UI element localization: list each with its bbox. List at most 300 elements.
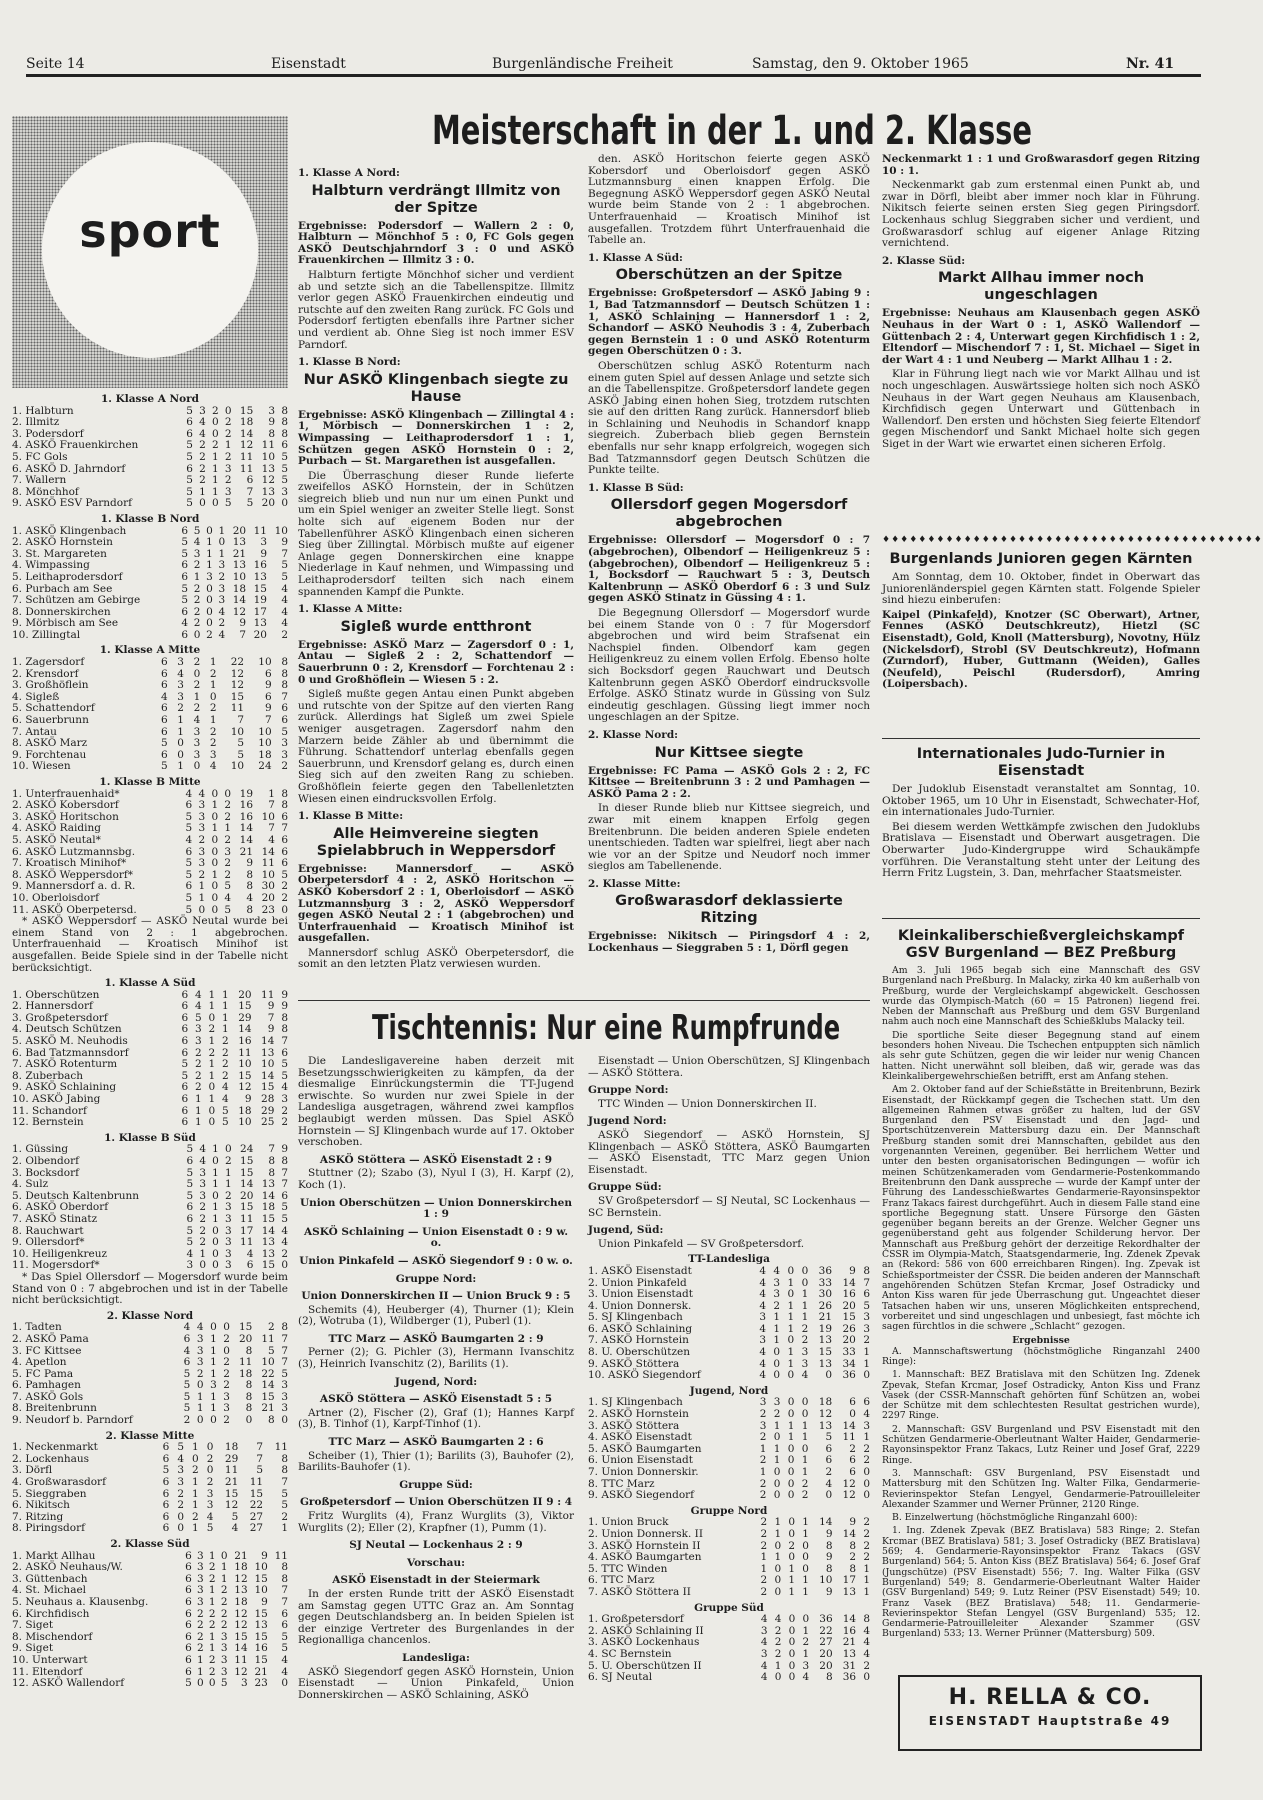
- table-cell-value: 15: [842, 1311, 856, 1324]
- table-cell-value: 0: [787, 1442, 795, 1455]
- table-cell-value: 0: [211, 810, 219, 823]
- table-cell-value: 2: [759, 1454, 767, 1467]
- table-cell-value: 5: [185, 891, 193, 904]
- table-cell-value: 4: [759, 1369, 767, 1382]
- table-cell-value: 13: [232, 559, 247, 572]
- table-cell-value: 0: [225, 1143, 232, 1156]
- table-cell-value: 0: [208, 1104, 216, 1117]
- team-name: 10. Oberloisdorf: [12, 891, 99, 904]
- table-cell-value: 29: [238, 1011, 252, 1024]
- tt-match-heading: Vorschau:: [407, 1556, 465, 1569]
- section-label: 1. Klasse B Süd:: [588, 481, 684, 494]
- tt-match-heading: Union Pinkafeld — ASKÖ Siegendorf 9 : 0 w. o.: [299, 1254, 573, 1267]
- table-cell-value: 5: [186, 439, 193, 452]
- table-cell-value: 8: [281, 1452, 288, 1465]
- table-cell-value: 9: [849, 1264, 856, 1277]
- table-cell-value: 17: [240, 1224, 254, 1237]
- table-cell-value: 1: [774, 1516, 782, 1529]
- table-cell-value: 5: [186, 1178, 194, 1191]
- team-name: 3. ASKÖ Horitschon: [12, 810, 119, 823]
- divider-line: [882, 738, 1200, 739]
- table-cell-value: 5: [281, 559, 288, 572]
- tt-match-text: Scheiber (1), Thier (1); Barilits (3), Bauhofer (2), Barilits-Bauhofer (1).: [298, 1449, 574, 1474]
- table-cell-value: 2: [849, 1551, 857, 1564]
- team-name: 10. Heiligenkreuz: [12, 1247, 108, 1260]
- table-cell-value: 2: [198, 868, 206, 881]
- table-cell-value: 6: [264, 690, 272, 703]
- standings-row: [12, 1620, 288, 1632]
- table-cell-value: 28: [261, 1093, 275, 1106]
- junioren-players: Kaipel (Pinkafeld), Knotzer (SC Oberwart), Artner, Fennes (ASKÖ Deutschkreutz), Hietzl (SC Eisenstadt), Gold, Knoll (Mattersburg), Novotny, Hülz (Nickelsdorf), Strobl (SV Deutschkreutz), Hofmann (Zurndorf), Huber, Guttmann (Weiden), Galles (Neufeld), Peischl (Rudersdorf), Amring (Loipersbach).: [882, 608, 1200, 691]
- table-cell-value: 7: [239, 628, 247, 641]
- team-name: 8. U. Oberschützen: [588, 1346, 691, 1359]
- table-cell-value: 0: [245, 1414, 253, 1427]
- table-cell-value: 4: [801, 1369, 809, 1382]
- results-text: Neckenmarkt 1 : 1 und Großwarasdorf gegen Ritzing 10 : 1.: [882, 153, 1200, 177]
- table-cell-value: 1: [773, 1419, 781, 1432]
- table-cell-value: 20: [253, 628, 267, 641]
- table-cell-value: 1: [198, 891, 206, 904]
- table-cell-value: 1: [773, 1322, 781, 1335]
- results-title: Ergebnisse: [1012, 1335, 1070, 1347]
- table-cell-value: 2: [760, 1516, 768, 1529]
- table-cell-value: 2: [222, 1069, 229, 1082]
- tt-landesliga-row: [588, 1266, 870, 1278]
- tt-match-text: Perner (2); G. Pichler (3), Hermann Ivanschitz (3), Heinrich Ivanschitz (2), Barilits (1).: [298, 1346, 574, 1371]
- table-cell-value: 2: [759, 1489, 767, 1502]
- table-cell-value: 0: [802, 1613, 810, 1626]
- table-cell-value: 2: [220, 1584, 228, 1597]
- team-name: 9. ASKÖ Schlaining: [12, 1081, 117, 1094]
- table-cell-value: 1: [208, 1595, 216, 1608]
- table-cell-value: 2: [281, 628, 288, 641]
- table-cell-value: 6: [186, 416, 193, 429]
- table-cell-value: 3: [863, 1419, 870, 1432]
- team-name: 4. Union Donnersk.: [588, 1299, 692, 1312]
- table-cell-value: 0: [787, 1408, 795, 1421]
- table-cell-value: 1: [195, 1116, 202, 1129]
- table-cell-value: 5: [281, 1630, 288, 1643]
- tt-text: Eisenstadt — Union Oberschützen, SJ Klingenbach — ASKÖ Stöttera.: [588, 1055, 870, 1079]
- table-cell-value: 9: [244, 1093, 252, 1106]
- table-cell-value: 14: [261, 1224, 276, 1237]
- table-cell-value: 0: [177, 748, 184, 761]
- table-cell-value: 0: [211, 497, 219, 510]
- table-cell-value: 8: [281, 1321, 288, 1334]
- table-cell-value: 3: [196, 1549, 204, 1562]
- table-cell-value: 6: [849, 1466, 856, 1478]
- table-cell-value: 5: [181, 594, 189, 607]
- table-cell-value: 8: [268, 427, 276, 440]
- table-cell-value: 4: [281, 1653, 288, 1666]
- table-cell-value: 14: [234, 1642, 248, 1655]
- table-cell-value: 12: [261, 474, 276, 487]
- team-name: 2. Illmitz: [12, 416, 60, 429]
- standings-row: [12, 595, 288, 607]
- tt-landesliga-row: [588, 1289, 870, 1301]
- team-name: 2. ASKÖ Neuhaus/W.: [12, 1561, 123, 1574]
- team-name: 11. Eltendorf: [12, 1665, 83, 1678]
- table-cell-value: 2: [760, 1585, 768, 1598]
- table-cell-value: 2: [863, 1527, 870, 1540]
- team-name: 10. Zillingtal: [12, 628, 81, 641]
- table-cell-value: 5: [186, 497, 193, 510]
- team-name: 5. ASKÖ Baumgarten: [588, 1442, 702, 1455]
- table-cell-value: 0: [211, 891, 219, 904]
- table-cell-value: 2: [224, 427, 232, 440]
- table-cell-value: 1: [788, 1562, 796, 1575]
- tt-match-heading: Union Donnerskirchen II — Union Bruck 9 : 5: [301, 1290, 571, 1303]
- table-cell-value: 27: [249, 1510, 264, 1523]
- table-cell-value: 14: [232, 594, 247, 607]
- table-cell-value: 9: [281, 536, 288, 549]
- table-cell-value: 1: [225, 1166, 232, 1179]
- page-header: [26, 56, 1201, 77]
- team-name: 9. Mannersdorf a. d. R.: [12, 880, 136, 893]
- table-cell-value: 6: [162, 1452, 170, 1465]
- team-name: 12. ASKÖ Wallendorf: [12, 1677, 125, 1690]
- table-cell-value: 2: [773, 1299, 781, 1312]
- table-cell-value: 2: [193, 656, 201, 669]
- table-cell-value: 8: [268, 1414, 275, 1427]
- table-cell-value: 6: [160, 714, 168, 727]
- team-name: 4. Sigleß: [12, 690, 60, 703]
- table-cell-value: 2: [223, 1414, 230, 1427]
- table-cell-value: 2: [208, 1572, 216, 1585]
- table-cell-value: 20: [842, 1334, 856, 1347]
- table-cell-value: 4: [863, 1647, 870, 1660]
- standings-row: [12, 1036, 288, 1048]
- table-cell-value: 6: [181, 559, 189, 572]
- team-name: 4. Apetlon: [12, 1356, 67, 1369]
- table-cell-value: 0: [773, 1369, 781, 1382]
- team-name: 10. ASKÖ Siegendorf: [588, 1369, 701, 1382]
- table-cell-value: 4: [195, 1000, 202, 1013]
- table-cell-value: 1: [193, 570, 201, 583]
- table-cell-value: 15: [238, 1069, 252, 1082]
- table-cell-value: 16: [253, 559, 267, 572]
- table-cell-value: 8: [863, 1264, 870, 1277]
- divider-line: [882, 918, 1200, 919]
- table-cell-value: 0: [787, 1369, 795, 1382]
- table-cell-value: 0: [196, 1414, 204, 1427]
- standings-note: * ASKÖ Weppersdorf — ASKÖ Neutal wurde bei einem Stand von 2 : 1 abgebrochen. Unterfrauenhaid — Kroatisch Minihof ist ausgefallen. Beide Spiele sind in der Tabelle nicht berücksichtigt.: [12, 915, 288, 974]
- table-cell-value: 6: [186, 1201, 194, 1214]
- table-cell-value: 2: [774, 1647, 782, 1660]
- tt-jugend_nord-table-title: Jugend, Nord: [689, 1384, 769, 1397]
- table-cell-value: 2: [177, 1487, 185, 1500]
- table-cell-value: 18: [238, 1104, 252, 1117]
- tt-group-heading: Gruppe Süd:: [588, 1181, 662, 1194]
- table-cell-value: 9: [261, 1595, 268, 1608]
- table-cell-value: 11: [240, 1236, 254, 1249]
- team-name: 5. ASKÖ Neutal*: [12, 833, 101, 846]
- table-cell-value: 15: [254, 1630, 268, 1643]
- table-cell-value: 0: [199, 497, 206, 510]
- standings-table: [12, 1551, 288, 1690]
- table-cell-value: 6: [181, 1104, 189, 1117]
- table-cell-value: 3: [281, 485, 288, 498]
- table-cell-value: 6: [162, 1487, 170, 1500]
- table-cell-value: 25: [261, 1116, 275, 1129]
- table-cell-value: 2: [199, 462, 206, 475]
- table-cell-value: 6: [186, 1155, 194, 1167]
- table-cell-value: 6: [181, 1081, 189, 1094]
- table-cell-value: 6: [181, 1000, 189, 1013]
- standings-row: [12, 1334, 288, 1346]
- shooting-text: Am 3. Juli 1965 begab sich eine Mannschaft des GSV Burgenland nach Preßburg. In Malacky, zirka 40 km außerhalb von Preßburg, wurde der Vergleichskampf abgewickelt. Geschossen wurde das Olympisch-Match (60 = 15 Patronen) liegend frei. Neben der Mannschaft aus Preßburg und dem GSV Burgenland nahm auch noch eine Mannschaft des Schießklubs Malacky teil.: [882, 965, 1200, 1028]
- table-cell-value: 0: [802, 1562, 809, 1575]
- table-cell-value: 2: [218, 570, 226, 583]
- table-cell-value: 1: [208, 1035, 216, 1048]
- table-cell-value: 14: [239, 427, 254, 440]
- team-name: 7. ASKÖ Rotenturm: [12, 1058, 118, 1071]
- table-cell-value: 1: [177, 725, 184, 738]
- article-column-3: [588, 154, 870, 997]
- table-cell-value: 6: [186, 462, 193, 475]
- table-cell-value: 1: [760, 1562, 768, 1575]
- table-cell-value: 2: [220, 1607, 228, 1620]
- table-cell-value: 2: [195, 1058, 202, 1071]
- table-cell-value: 2: [183, 1414, 191, 1427]
- table-cell-value: 1: [210, 1367, 217, 1380]
- table-cell-value: 1: [177, 760, 184, 773]
- table-cell-value: 4: [759, 1299, 767, 1312]
- table-cell-value: 15: [254, 1653, 268, 1666]
- table-cell-value: 1: [801, 1466, 809, 1478]
- team-name: 6. Nikitsch: [12, 1499, 70, 1512]
- table-cell-value: 2: [222, 1035, 229, 1048]
- standings-row: [12, 1523, 288, 1535]
- table-cell-value: 8: [281, 416, 288, 429]
- table-cell-value: 3: [281, 748, 288, 761]
- tt-landesliga-table: [588, 1266, 870, 1382]
- table-cell-value: 6: [181, 628, 189, 641]
- table-cell-value: 5: [186, 1166, 194, 1179]
- standings-table: [12, 990, 288, 1129]
- table-cell-value: 2: [195, 1046, 202, 1059]
- table-cell-value: 1: [218, 547, 226, 560]
- table-cell-value: 1: [774, 1659, 782, 1672]
- table-cell-value: 5: [281, 868, 288, 881]
- table-cell-value: 5: [181, 1069, 189, 1082]
- table-cell-value: 6: [183, 1356, 191, 1369]
- tt-landesliga-row: [588, 1347, 870, 1359]
- table-cell-value: 3: [225, 1247, 232, 1260]
- table-cell-value: 20: [232, 524, 247, 537]
- tt-match-heading: Jugend, Nord:: [394, 1375, 478, 1388]
- table-cell-value: 6: [185, 1630, 192, 1643]
- table-cell-value: 20: [261, 497, 276, 510]
- table-cell-value: 2: [195, 1069, 202, 1082]
- table-cell-value: 3: [863, 1322, 870, 1335]
- table-cell-value: 2: [223, 1379, 230, 1392]
- table-cell-value: 12: [234, 1665, 248, 1678]
- table-cell-value: 2: [760, 1539, 768, 1552]
- table-cell-value: 1: [192, 1522, 199, 1535]
- table-cell-value: 11: [249, 1476, 264, 1489]
- team-name: 1. Union Bruck: [588, 1516, 669, 1529]
- table-cell-value: 1: [210, 1332, 217, 1345]
- table-cell-value: 4: [760, 1659, 768, 1672]
- team-name: 2. Krensdorf: [12, 667, 79, 680]
- paper-name: Burgenländische Freiheit: [492, 56, 673, 72]
- tt-group-heading: Gruppe Nord:: [588, 1084, 669, 1097]
- team-name: 3. FC Kittsee: [12, 1344, 82, 1357]
- table-cell-value: 2: [281, 1116, 288, 1129]
- table-cell-value: 0: [210, 1321, 217, 1334]
- table-cell-value: 0: [863, 1671, 870, 1684]
- table-cell-value: 3: [198, 810, 206, 823]
- table-cell-value: 2: [193, 617, 201, 630]
- table-cell-value: 3: [759, 1419, 767, 1432]
- table-cell-value: 6: [160, 656, 168, 669]
- table-cell-value: 1: [224, 822, 232, 835]
- table-cell-value: 8: [268, 1155, 276, 1167]
- table-cell-value: 5: [183, 1390, 191, 1403]
- table-cell-value: 10: [261, 810, 275, 823]
- table-cell-value: 1: [208, 988, 216, 1001]
- table-cell-value: 21: [234, 1549, 248, 1562]
- table-cell-value: 3: [801, 1357, 809, 1370]
- tt-match-heading: Gruppe Nord:: [395, 1272, 477, 1285]
- article-headline: Ollersdorf gegen Mogersdorf abgebrochen: [610, 497, 848, 531]
- team-name: 1. Unterfrauenhaid*: [12, 787, 120, 800]
- team-name: 2. Olbendorf: [12, 1155, 79, 1167]
- table-cell-value: 6: [185, 799, 193, 812]
- table-cell-value: 3: [268, 404, 276, 417]
- results-text: Ergebnisse: Nikitsch — Piringsdorf 4 : 2, Lockenhaus — Sieggraben 5 : 1, Dörfl gegen: [588, 930, 870, 955]
- team-name: 5. Deutsch Kaltenbrunn: [12, 1189, 140, 1202]
- table-cell-value: 2: [209, 737, 217, 750]
- table-cell-value: 8: [281, 1572, 288, 1585]
- table-cell-value: 1: [199, 485, 206, 498]
- team-name: 1. Zagersdorf: [12, 656, 85, 669]
- table-cell-value: 3: [193, 737, 201, 750]
- standings-row: [12, 1117, 288, 1129]
- table-cell-value: 1: [210, 1356, 217, 1369]
- table-cell-value: 5: [256, 1464, 264, 1477]
- table-cell-value: 4: [774, 1613, 782, 1626]
- table-cell-value: 12: [232, 605, 247, 618]
- table-cell-value: 3: [225, 1236, 232, 1249]
- table-cell-value: 2: [281, 1247, 288, 1260]
- table-cell-value: 4: [177, 667, 184, 680]
- table-cell-value: 2: [222, 1058, 229, 1071]
- table-cell-value: 0: [787, 1454, 795, 1467]
- standings-row: [12, 1597, 288, 1609]
- table-cell-value: 1: [193, 690, 201, 703]
- results-text: Ergebnisse: Ollersdorf — Mogersdorf 0 : 7 (abgebrochen), Olbendorf — Heiligenkreuz 5 : (abgebrochen), Olbendorf — Heiligenkreuz 5 : 1, Bocksdorf — Rauchwart 5 : 3, Deutsch Kaltenbrunn — ASKÖ Oberdorf 6 : 3 und Sulz gegen ASKÖ Stinatz in Güssing 4 : 1.: [588, 534, 870, 605]
- table-cell-value: 9: [825, 1527, 833, 1540]
- table-cell-value: 7: [256, 1441, 264, 1454]
- table-cell-value: 2: [196, 1367, 204, 1380]
- table-cell-value: 1: [787, 1357, 795, 1370]
- article-text: Die Begegnung Ollersdorf — Mogersdorf wurde bei einem Stande von 0 : 7 für Mogersdorf abgebrochen und wird beim Strafsenat ein Nachspiel finden. Olbendorf kam gegen Heiligenkreuz zu einem vollen Erfolg. Ebenso holte sich Bocksdorf gegen Rauchwart und Deutsch Kaltenbrunn gegen ASKÖ Oberdorf eindrucksvolle Erfolge. ASKÖ Stinatz wurde in Güssing von Sulz eindeutig geschlagen. Güssing liegt immer noch ungeschlagen an der Spitze.: [588, 607, 870, 724]
- table-cell-value: 2: [224, 868, 232, 881]
- table-cell-value: 7: [281, 1035, 288, 1048]
- table-cell-value: 1: [212, 1201, 219, 1214]
- team-name: 6. TTC Marz: [588, 1574, 655, 1587]
- table-cell-value: 16: [842, 1624, 857, 1637]
- table-cell-value: 2: [774, 1636, 782, 1649]
- table-cell-value: 11: [261, 857, 275, 870]
- table-cell-value: 13: [261, 1247, 276, 1260]
- table-cell-value: 0: [788, 1613, 796, 1626]
- table-cell-value: 11: [274, 1441, 288, 1454]
- shooting-headline: Kleinkaliberschießvergleichskampf GSV Burgenland — BEZ Preßburg: [897, 928, 1185, 961]
- table-cell-value: 2: [208, 1023, 216, 1036]
- table-cell-value: 11: [240, 1212, 254, 1225]
- team-name: 8. ASKÖ Weppersdorf*: [12, 868, 134, 881]
- tt-match-heading: Union Oberschützen — Union Donnerskirchen 1 : 9: [300, 1196, 572, 1221]
- standings-table: [12, 1322, 288, 1426]
- tt-column-1: [298, 1056, 574, 1796]
- table-cell-value: 3: [225, 1224, 232, 1237]
- standings-row: [12, 1655, 288, 1667]
- table-cell-value: 1: [211, 868, 219, 881]
- table-cell-value: 2: [208, 1561, 216, 1574]
- table-cell-value: 20: [240, 1189, 254, 1202]
- table-cell-value: 10: [261, 1356, 275, 1369]
- table-cell-value: 3: [196, 1332, 204, 1345]
- table-cell-value: 2: [208, 1665, 216, 1678]
- tt-group-heading: Jugend, Süd:: [588, 1224, 664, 1237]
- table-cell-value: 4: [198, 787, 206, 800]
- table-cell-value: 7: [281, 547, 288, 560]
- table-cell-value: 15: [239, 404, 254, 417]
- table-cell-value: 0: [774, 1671, 782, 1684]
- table-cell-value: 1: [225, 1178, 232, 1191]
- table-cell-value: 2: [199, 1224, 207, 1237]
- table-cell-value: 4: [281, 582, 288, 595]
- table-cell-value: 2: [223, 1332, 230, 1345]
- table-cell-value: 3: [759, 1311, 767, 1324]
- table-cell-value: 0: [210, 1414, 217, 1427]
- table-cell-value: 5: [281, 725, 288, 738]
- table-cell-value: 1: [192, 1476, 199, 1489]
- team-name: 2. ASKÖ Hornstein: [588, 1408, 689, 1421]
- table-cell-value: 15: [253, 582, 267, 595]
- table-cell-value: 18: [261, 1201, 276, 1214]
- table-cell-value: 6: [185, 1584, 192, 1597]
- standings-row: [12, 1454, 288, 1466]
- table-cell-value: 6: [181, 524, 189, 537]
- table-cell-value: 8: [281, 427, 288, 440]
- table-cell-value: 0: [193, 760, 201, 773]
- standings-table-title: 2. Klasse Nord: [106, 1309, 194, 1322]
- table-cell-value: 3: [281, 1390, 288, 1403]
- judo-text-2: Bei diesem werden Wettkämpfe zwischen den Judoklubs Bratislava — Eisenstadt und Oberwart ausgetragen. Die Oberwarter Judo-Kindergruppe wird Schaukämpfe vorführen. Die Veranstaltung steht unter der Leitung des Herrn Fritz Lugstein, 3. Dan, mehrfacher Staatsmeister.: [882, 820, 1200, 880]
- table-cell-value: 21: [818, 1311, 833, 1324]
- table-cell-value: 2: [281, 1510, 288, 1523]
- table-cell-value: 6: [281, 857, 288, 870]
- table-cell-value: 3: [760, 1647, 768, 1660]
- standings-row: [12, 1357, 288, 1369]
- table-cell-value: 3: [802, 1659, 810, 1672]
- table-cell-value: 5: [281, 570, 288, 583]
- team-name: 7. Wallern: [12, 474, 67, 487]
- team-name: 6. Sauerbrunn: [12, 714, 89, 727]
- team-name: 6. Bad Tatzmannsdorf: [12, 1046, 129, 1059]
- table-cell-value: 2: [199, 1201, 207, 1214]
- table-cell-value: 1: [195, 1104, 202, 1117]
- table-cell-value: 1: [196, 1653, 204, 1666]
- table-cell-value: 6: [281, 845, 288, 858]
- table-cell-value: 1: [212, 1143, 219, 1156]
- table-cell-value: 12: [238, 1081, 252, 1094]
- table-cell-value: 8: [246, 903, 254, 916]
